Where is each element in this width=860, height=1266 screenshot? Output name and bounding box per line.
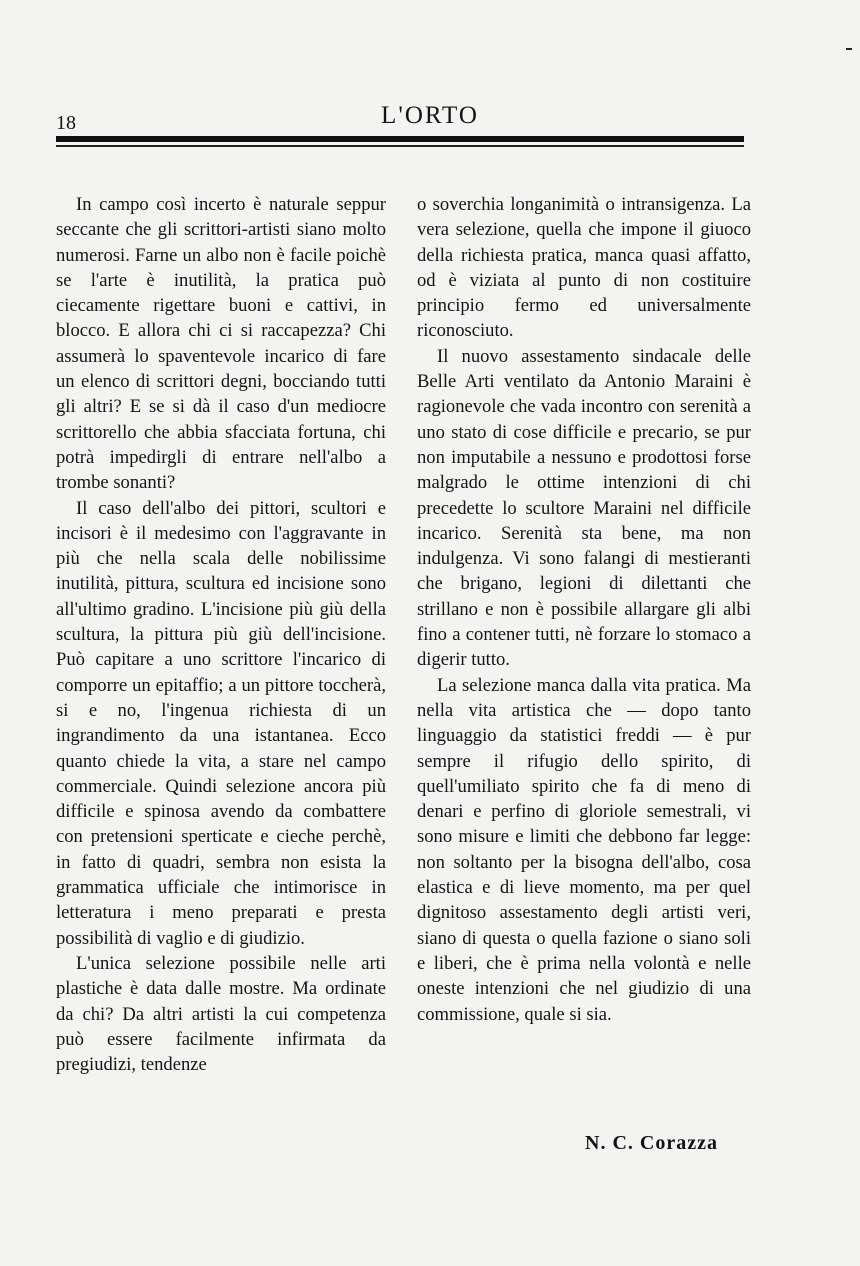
right-column <box>417 192 751 1027</box>
right-paragraph-1: o soverchia longanimità o intransigenza. La vera selezione, quella che impone il giuoco della richiesta pratica, manca quasi affatto, od è viziata al punto di non costituire principio fermo ed universalmente riconosciuto. <box>417 194 751 342</box>
header-rule-thick <box>56 136 744 142</box>
left-paragraph-3: L'unica selezione possibile nelle arti plastiche è data dalle mostre. Ma ordinate da chi? Da altri artisti la cui competenza può essere facilmente infirmata da pregiudizi, tendenze <box>56 952 386 1076</box>
right-paragraph-3: La selezione manca dalla vita pratica. Ma nella vita artistica che — dopo tanto linguaggio da statistici freddi — è pur sempre il rifugio dello spirito, di quell'umiliato spirito che fa di meno di denari e perfino di gloriole semestrali, vi sono misure e limiti che debbono far legge: non soltanto per la bisogna dell'albo, cosa elastica e di lieve momento, ma per quel dignitoso assestamento degli artisti veri, siano di questa o quella fazione o siano soli e liberi, che è prima nella volontà e nelle oneste intenzioni che nel giudizio di una commissione, quale si sia. <box>417 674 751 1025</box>
running-title: L'ORTO <box>381 102 479 129</box>
margin-mark <box>846 48 852 50</box>
author-signature: N. C. Corazza <box>585 1132 718 1154</box>
left-column <box>56 192 386 1077</box>
header-rule-thin <box>56 145 744 147</box>
right-paragraph-2: Il nuovo assestamento sindacale delle Belle Arti ventilato da Antonio Maraini è ragionevole che vada incontro con serenità a uno stato di cose difficile e precario, se pur non imputabile a nessuno e prodottosi forse malgrado le ottime intenzioni di chi precedette lo scultore Maraini nel difficile incarico. Serenità sta bene, ma non indulgenza. Vi sono falangi di mestieranti che brigano, legioni di dilettanti che strillano e non è possibile allargare gli albi fino a contener tutti, nè forzare lo stomaco a digerir tutto. <box>417 345 751 671</box>
page-number: 18 <box>56 112 76 134</box>
left-paragraph-2: Il caso dell'albo dei pittori, scultori e incisori è il medesimo con l'aggravante in più che nella scala delle nobilissime inutilità, pittura, scultura ed incisione sono all'ultimo gradino. L'incisione più giù della scultura, la pittura più giù dell'incisione. Può capitare a uno scrittore l'incarico di comporre un epitaffio; a un pittore toccherà, si e no, l'ingenua richiesta di un ingrandimento da una istantanea. Ecco quanto chiede la vita, a stare nel campo commerciale. Quindi selezione ancora più difficile e spinosa avendo da combattere con pretensioni sperticate e cieche perchè, in fatto di quadri, sembra non esista la grammatica ufficiale che intimorisce in letteratura i meno preparati e presta possibilità di vaglio e di giudizio. <box>56 497 386 949</box>
left-paragraph-1: In campo così incerto è naturale seppur seccante che gli scrittori-artisti siano molto numerosi. Farne un albo non è facile poichè se l'arte è inutilità, la pratica può ciecamente rigettare buoni e cattivi, in blocco. E allora chi ci si raccapezza? Chi assumerà lo spaventevole incarico di fare un elenco di scrittori degni, bocciando tutti gli altri? E se si dà il caso d'un mediocre scrittorello che abbia sfacciata fortuna, chi potrà impedirgli di entrare nell'albo a trombe sonanti? <box>56 194 386 494</box>
